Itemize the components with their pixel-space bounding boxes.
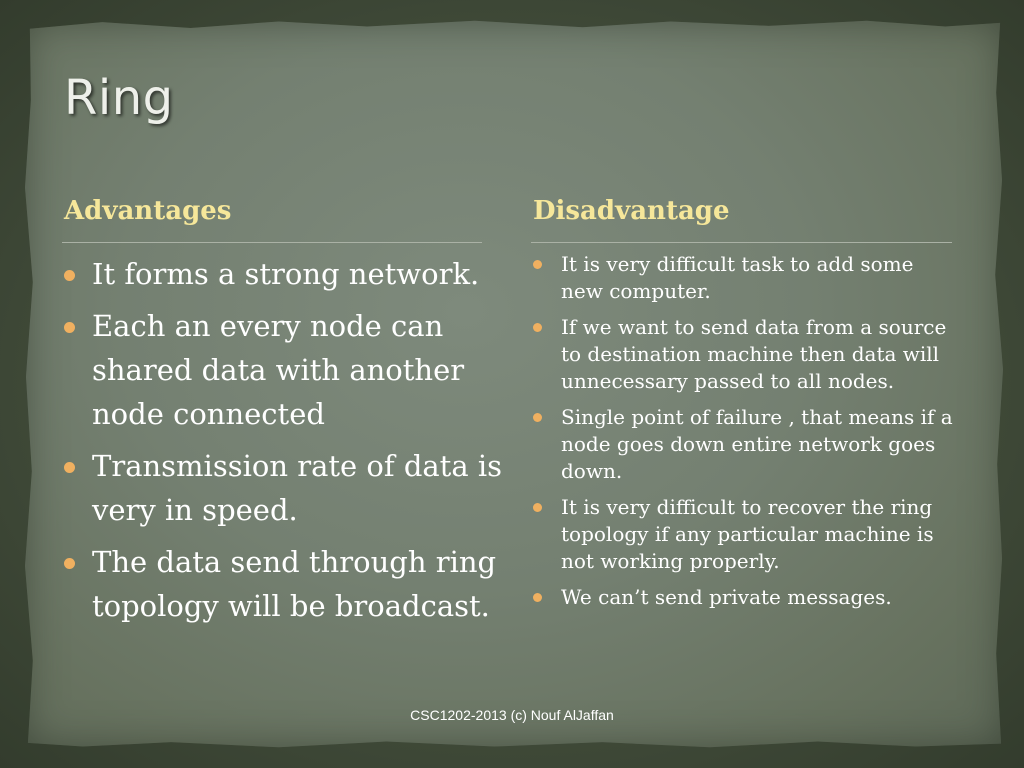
bullet-dot-icon	[533, 593, 542, 602]
advantage-text: It forms a strong network.	[92, 257, 480, 291]
advantage-text: Each an every node can shared data with another node connected	[92, 309, 465, 431]
bullet-dot-icon	[533, 260, 542, 269]
disadvantage-item	[533, 251, 958, 305]
advantages-divider	[62, 242, 482, 243]
advantage-item	[64, 304, 514, 436]
disadvantage-item	[533, 584, 958, 611]
bullet-dot-icon	[533, 503, 542, 512]
disadvantage-text: It is very difficult to recover the ring topology if any particular machine is not working properly.	[561, 495, 934, 573]
advantages-list	[64, 252, 514, 636]
advantage-item	[64, 444, 514, 532]
slide-footer: CSC1202-2013 (c) Nouf AlJaffan	[410, 707, 614, 723]
bullet-dot-icon	[64, 462, 75, 473]
bullet-dot-icon	[64, 322, 75, 333]
bullet-dot-icon	[64, 270, 75, 281]
disadvantage-item	[533, 404, 958, 485]
advantage-item	[64, 540, 514, 628]
bullet-dot-icon	[533, 323, 542, 332]
advantages-heading: Advantages	[64, 196, 232, 226]
bullet-dot-icon	[533, 413, 542, 422]
disadvantages-heading: Disadvantage	[533, 196, 730, 226]
disadvantages-list	[533, 251, 958, 620]
advantage-text: Transmission rate of data is very in speed.	[92, 449, 502, 527]
bullet-dot-icon	[64, 558, 75, 569]
advantage-item	[64, 252, 514, 296]
slide-title: Ring	[64, 70, 174, 126]
disadvantages-divider	[531, 242, 952, 243]
disadvantage-text: It is very difficult task to add some new computer.	[561, 252, 914, 303]
disadvantage-text: If we want to send data from a source to destination machine then data will unnecessary passed to all nodes.	[561, 315, 947, 393]
disadvantage-item	[533, 314, 958, 395]
disadvantage-item	[533, 494, 958, 575]
advantage-text: The data send through ring topology will be broadcast.	[92, 545, 497, 623]
disadvantage-text: Single point of failure , that means if a node goes down entire network goes down.	[561, 405, 953, 483]
disadvantage-text: We can’t send private messages.	[561, 585, 892, 609]
